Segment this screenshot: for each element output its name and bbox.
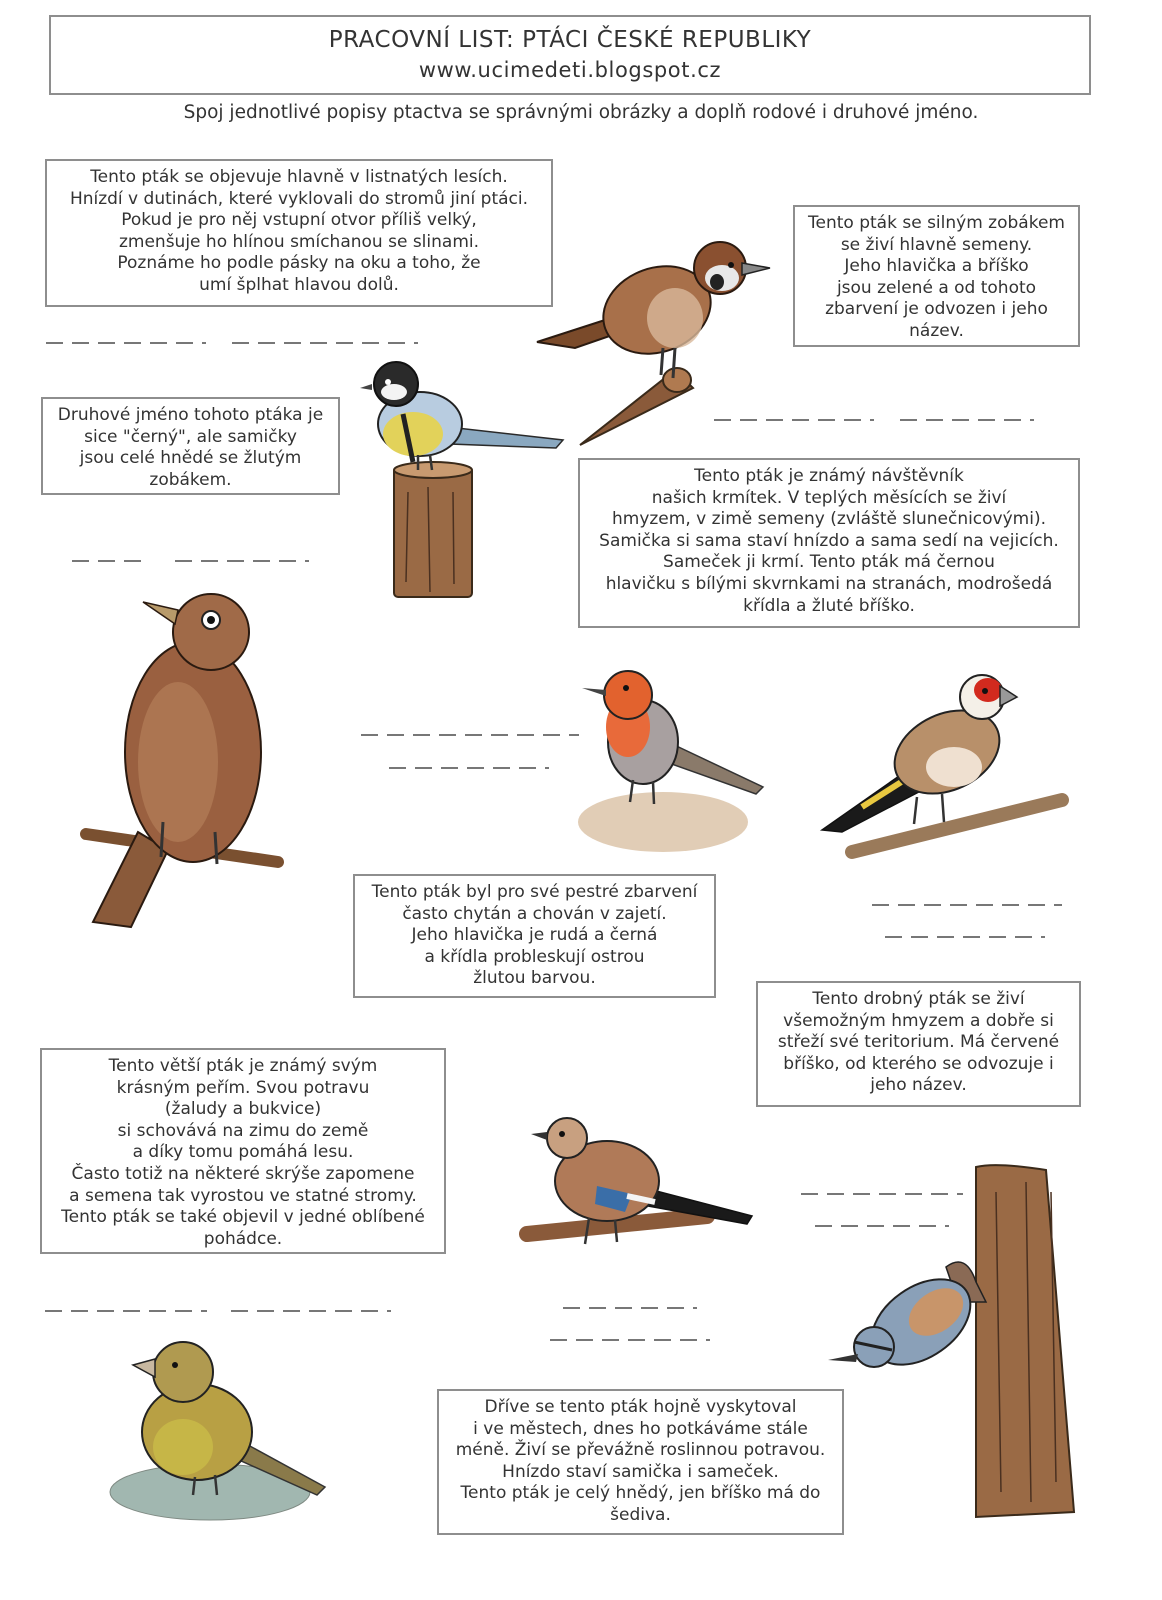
description-box-1 <box>45 159 553 307</box>
description-line: a semena tak vyrostou ve statné stromy. <box>69 1185 417 1206</box>
description-box-5 <box>353 874 716 998</box>
description-line: Tento pták byl pro své pestré zbarvení <box>371 882 698 902</box>
description-line: a křídla probleskují ostrou <box>424 946 645 967</box>
description-line: Tento pták se silným zobákem <box>808 213 1065 233</box>
description-box-8 <box>437 1389 844 1535</box>
description-line: zobákem. <box>149 469 232 490</box>
answer-blank-genus[interactable] <box>361 734 579 736</box>
description-line: Jeho hlavička je rudá a černá <box>411 925 658 946</box>
worksheet-url: www.ucimedeti.blogspot.cz <box>418 58 722 82</box>
description-line: žlutou barvou. <box>473 968 596 989</box>
answer-blank-species[interactable] <box>232 342 418 344</box>
description-line: hmyzem, v zimě semeny (zvláště slunečnicovými). <box>611 509 1046 530</box>
description-line: našich krmítek. V teplých měsících se živí <box>651 487 1007 508</box>
description-line: Dříve se tento pták hojně vyskytoval <box>484 1397 797 1417</box>
description-box-6 <box>756 981 1081 1107</box>
description-line: šediva. <box>610 1504 671 1525</box>
goldfinch-illustration[interactable] <box>822 672 1077 882</box>
worksheet-header <box>49 15 1091 95</box>
instructions: Spoj jednotlivé popisy ptactva se správnými obrázky a doplň rodové i druhové jméno. <box>183 102 979 123</box>
description-line: pohádce. <box>203 1228 283 1249</box>
description-line: Tento pták je známý návštěvník <box>694 466 964 486</box>
robin-illustration[interactable] <box>578 662 768 862</box>
nuthatch-illustration[interactable] <box>826 1162 1086 1522</box>
description-line: krásným peřím. Svou potravu <box>116 1077 370 1098</box>
description-line: i ve městech, dnes ho potkáváme stále <box>473 1418 808 1439</box>
answer-blank-genus[interactable] <box>872 904 1062 906</box>
description-line: Poznáme ho podle pásky na oku a toho, že <box>117 253 481 274</box>
description-line: se živí hlavně semeny. <box>840 234 1033 255</box>
description-line: zbarvení je odvozen i jeho <box>825 299 1048 320</box>
answer-blank-genus[interactable] <box>72 560 150 562</box>
description-line: Samička si sama staví hnízdo a sama sedí na vejicích. <box>599 530 1059 551</box>
description-line: Tento větší pták je známý svým <box>108 1056 378 1076</box>
description-line: Tento drobný pták se živí <box>812 989 1025 1009</box>
description-line: jsou celé hnědé se žlutým <box>79 448 302 469</box>
answer-blank-species[interactable] <box>231 1310 391 1312</box>
description-line: zmenšuje ho hlínou smíchanou se slinami. <box>118 231 480 252</box>
description-line: Jeho hlavička a bříško <box>844 256 1029 277</box>
description-line: Tento pták se objevuje hlavně v listnatých lesích. <box>90 167 508 187</box>
description-box-2 <box>793 205 1080 347</box>
description-line: Tento pták je celý hnědý, jen bříško má do <box>460 1483 821 1504</box>
description-line: bříško, od kterého se odvozuje i <box>783 1053 1054 1074</box>
blackbird-female-illustration[interactable] <box>83 592 283 932</box>
great-tit-illustration[interactable] <box>358 352 568 602</box>
description-line: Pokud je pro něj vstupní otvor příliš velký, <box>121 210 477 231</box>
greenfinch-illustration[interactable] <box>105 1337 330 1522</box>
description-line: Hnízdí v dutinách, které vyklovali do stromů jiní ptáci. <box>69 188 529 209</box>
description-line: méně. Živí se převážně roslinnou potravou. <box>455 1440 826 1461</box>
description-line: si schovává na zimu do země <box>117 1120 369 1141</box>
description-line: Sameček ji krmí. Tento pták má černou <box>663 552 995 573</box>
answer-blank-species[interactable] <box>550 1339 710 1341</box>
sparrow-illustration[interactable] <box>535 230 775 450</box>
answer-blank-species[interactable] <box>175 560 309 562</box>
description-box-3 <box>41 397 340 495</box>
description-line: všemožným hmyzem a dobře si <box>783 1010 1054 1031</box>
description-line: název. <box>909 320 964 341</box>
description-box-4 <box>578 458 1080 628</box>
description-line: Druhové jméno tohoto ptáka je <box>57 405 324 425</box>
description-line: jsou zelené a od tohoto <box>836 277 1037 298</box>
answer-blank-species[interactable] <box>389 767 549 769</box>
description-line: křídla a žluté bříško. <box>743 595 915 616</box>
description-line: a díky tomu pomáhá lesu. <box>132 1142 354 1163</box>
answer-blank-genus[interactable] <box>46 342 206 344</box>
description-line: střeží své teritorium. Má červené <box>777 1032 1060 1053</box>
jay-illustration[interactable] <box>527 1116 757 1266</box>
description-line: Tento pták se také objevil v jedné oblíbené <box>61 1207 425 1228</box>
answer-blank-species[interactable] <box>900 419 1034 421</box>
answer-blank-genus[interactable] <box>45 1310 207 1312</box>
description-line: Hnízdo staví samička i sameček. <box>502 1461 779 1482</box>
description-line: často chytán a chován v zajetí. <box>402 903 667 924</box>
answer-blank-genus[interactable] <box>563 1307 697 1309</box>
worksheet-title: PRACOVNÍ LIST: PTÁCI ČESKÉ REPUBLIKY <box>328 27 812 53</box>
description-line: hlavičku s bílými skvrnkami na stranách, modrošedá <box>605 573 1053 594</box>
description-line: (žaludy a bukvice) <box>164 1099 322 1120</box>
description-line: sice "černý", ale samičky <box>84 426 297 447</box>
description-line: umí šplhat hlavou dolů. <box>199 274 399 295</box>
description-line: Často totiž na některé skrýše zapomene <box>71 1163 415 1184</box>
description-line: jeho název. <box>870 1075 967 1096</box>
description-box-7 <box>40 1048 446 1254</box>
answer-blank-species[interactable] <box>885 936 1045 938</box>
